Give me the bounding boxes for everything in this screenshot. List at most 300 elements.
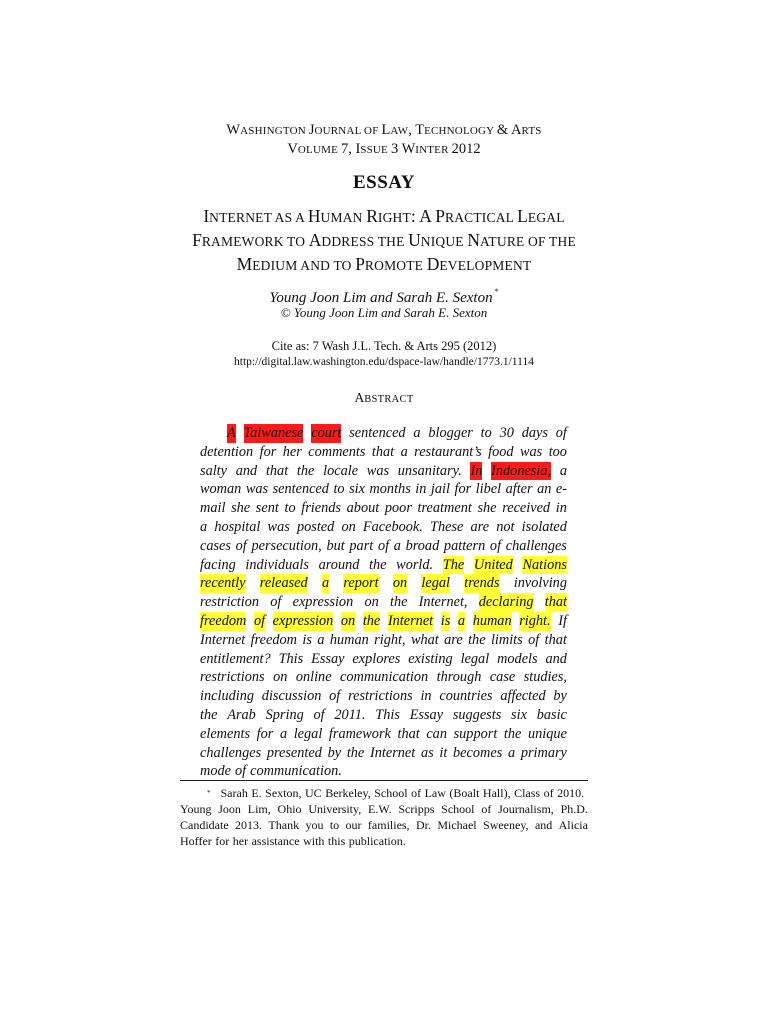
word: Joon: [218, 802, 241, 816]
word: of: [555, 425, 567, 441]
word: food: [488, 443, 514, 460]
word: E.: [251, 786, 262, 800]
word: as: [420, 744, 434, 761]
author-footnote-mark[interactable]: *: [494, 287, 499, 296]
word: These: [430, 518, 464, 535]
word: Candidate: [180, 818, 229, 832]
word: Internet: [200, 631, 246, 648]
footnote-line: [180, 801, 588, 817]
word: Young: [180, 802, 212, 816]
text-segment: M: [236, 254, 253, 274]
text-segment: A: [510, 122, 522, 138]
word: of: [313, 706, 325, 723]
word: This: [278, 650, 304, 667]
word: for: [454, 481, 472, 498]
word: a: [413, 425, 421, 441]
abstract-line: [200, 480, 567, 499]
title-line: [0, 205, 768, 229]
word: Law: [424, 786, 446, 800]
word: of: [481, 802, 492, 816]
word: but: [326, 537, 345, 554]
text-segment: AW: [390, 125, 409, 137]
word: affected: [500, 688, 546, 705]
highlighted-word: United: [473, 556, 513, 573]
word: are: [470, 518, 490, 535]
word: the: [468, 631, 486, 648]
abstract-line: [200, 650, 567, 669]
word: framework: [328, 725, 391, 742]
word: Class: [514, 786, 541, 800]
word: countries: [439, 688, 493, 705]
abstract-line: [200, 556, 567, 575]
word: after: [505, 481, 533, 498]
word: she: [231, 500, 251, 517]
word: mail: [200, 500, 226, 517]
text-segment: IGHT: [377, 210, 411, 225]
copyright-line: © Young Joon Lim and Sarah E. Sexton: [280, 305, 488, 320]
text-segment: 7,: [340, 141, 356, 157]
word: in: [415, 481, 427, 498]
highlighted-word: released: [259, 575, 308, 592]
word: it: [439, 744, 448, 761]
footnote-divider: [180, 780, 588, 781]
word: a: [279, 725, 288, 742]
text-segment: DDRESS THE: [321, 234, 409, 249]
word: detention: [200, 443, 254, 460]
word: of: [543, 786, 554, 800]
journal-name: [0, 121, 768, 140]
word: Arab: [227, 706, 256, 723]
word: a: [200, 518, 208, 535]
text-segment: L: [381, 122, 391, 138]
text-segment: R: [366, 206, 378, 226]
word: hospital: [214, 518, 261, 535]
text-segment: RTS: [521, 125, 542, 137]
word: involving: [513, 575, 567, 592]
word: libel: [475, 481, 502, 498]
word: elements: [200, 725, 251, 742]
word: the: [369, 556, 387, 573]
word: cases: [200, 537, 231, 554]
text-segment: W: [401, 141, 416, 157]
word: case: [489, 669, 516, 686]
text-segment: 3: [390, 141, 402, 157]
text-segment: : A: [410, 206, 436, 226]
word: was: [267, 518, 290, 535]
word: not: [496, 518, 515, 535]
word: E.W.: [368, 802, 392, 816]
word: Thank: [268, 818, 300, 832]
text-segment: A: [354, 390, 365, 405]
text-segment: L: [517, 206, 528, 226]
word: 2011.: [334, 706, 366, 723]
word: of: [234, 763, 247, 780]
word: of: [270, 594, 282, 611]
word: Hoffer: [180, 834, 212, 848]
word: are: [444, 631, 463, 648]
word: Sarah: [220, 786, 248, 800]
word: legal: [460, 650, 490, 667]
highlighted-word: Internet: [387, 612, 434, 629]
word: broad: [405, 537, 440, 554]
word: that: [265, 462, 289, 479]
word: sentenced: [349, 425, 406, 441]
word: Ph.D.: [560, 802, 588, 816]
abstract-line: [200, 424, 567, 443]
text-segment: U: [408, 230, 421, 250]
word: a: [400, 443, 408, 460]
abstract-line: [200, 499, 567, 518]
text-segment: RAMEWORK TO: [201, 234, 309, 249]
abstract-line: [200, 462, 567, 481]
word: families,: [367, 818, 410, 832]
text-segment: OURNAL OF: [314, 125, 382, 137]
word: to: [333, 481, 345, 498]
highlighted-word: is: [440, 612, 451, 629]
word: This: [375, 706, 400, 723]
text-segment: ROMOTE: [364, 258, 427, 273]
word: e-: [555, 481, 567, 498]
abstract-line: [200, 537, 567, 556]
article-title: [0, 205, 768, 277]
word: primary: [520, 744, 567, 761]
word: restrictions: [348, 688, 413, 705]
highlighted-word: freedom: [200, 612, 247, 629]
text-segment: &: [496, 122, 511, 138]
word: too: [548, 443, 567, 460]
word: Sexton,: [265, 786, 302, 800]
text-segment: ECHNOLOGY: [424, 125, 497, 137]
text-segment: T: [415, 122, 425, 138]
word: the: [346, 744, 365, 761]
word: human: [329, 631, 369, 648]
word: the: [296, 462, 315, 479]
footnote-line: [180, 817, 588, 833]
word: Spring: [265, 706, 304, 723]
word: for: [259, 443, 277, 460]
title-line: [0, 229, 768, 253]
highlighted-word: Taiwanese: [243, 425, 304, 441]
word: in: [555, 500, 567, 517]
word: 2013.: [235, 818, 263, 832]
word: sent: [255, 500, 279, 517]
word: and: [235, 462, 258, 479]
word: restrictions: [200, 669, 265, 686]
word: Berkeley,: [325, 786, 371, 800]
abstract-line: [200, 725, 567, 744]
highlighted-word: human: [472, 612, 512, 629]
word: woman: [200, 481, 242, 498]
text-segment: ,: [408, 122, 416, 138]
text-segment: NIQUE: [420, 234, 468, 249]
highlighted-word: The: [442, 556, 465, 573]
abstract-line: [200, 762, 567, 781]
word: about: [346, 500, 380, 517]
word: what: [410, 631, 439, 648]
journal-volume: [0, 140, 768, 159]
word: Internet,: [418, 594, 468, 611]
word: and: [545, 650, 567, 667]
word: friends: [301, 500, 341, 517]
word: Sweeney,: [483, 818, 529, 832]
highlighted-word: recently: [200, 575, 246, 592]
highlighted-word: legal: [421, 575, 451, 592]
word: to: [329, 818, 340, 832]
citation-url[interactable]: http://digital.law.washington.edu/dspace-law/handle/1773.1/1114: [234, 356, 534, 368]
word: on: [364, 594, 379, 611]
word: jail: [430, 481, 450, 498]
word: in: [420, 688, 432, 705]
journal-header: [0, 121, 768, 159]
word: mode: [200, 763, 231, 780]
word: was: [245, 481, 269, 498]
citation: Cite as: 7 Wash J.L. Tech. & Arts 295 (2012): [271, 339, 497, 353]
word: six: [511, 706, 527, 723]
word: legal: [293, 725, 323, 742]
highlighted-word: declaring: [478, 594, 534, 611]
highlighted-word: A: [227, 425, 236, 441]
highlighted-word: trends: [464, 575, 500, 592]
word: her: [232, 834, 249, 848]
word: around: [318, 556, 360, 573]
highlighted-word: on: [340, 612, 356, 629]
word: including: [200, 688, 255, 705]
abstract-line: [200, 443, 567, 462]
abstract-line: [200, 612, 567, 631]
word: becomes: [453, 744, 503, 761]
text-segment: F: [192, 230, 202, 250]
author-names: Young Joon Lim and Sarah E. Sexton: [269, 290, 493, 306]
highlighted-word: report: [343, 575, 379, 592]
word: that: [397, 725, 420, 742]
word: support: [453, 725, 498, 742]
word: of: [528, 631, 540, 648]
word: salty: [200, 462, 228, 479]
word: months: [369, 481, 411, 498]
word: individuals: [245, 556, 309, 573]
word: locale: [323, 462, 359, 479]
word: a: [317, 631, 325, 648]
highlighted-word: on: [392, 575, 408, 592]
word: right,: [374, 631, 406, 648]
word: (Boalt: [449, 786, 480, 800]
word: on: [273, 669, 288, 686]
word: days: [521, 425, 548, 441]
text-segment: 2012: [451, 141, 481, 157]
word: basic: [536, 706, 567, 723]
highlighted-word: right.: [519, 612, 551, 629]
word: 30: [499, 425, 514, 441]
word: communication: [340, 669, 429, 686]
word: pattern: [443, 537, 486, 554]
text-segment: EDIUM AND TO: [252, 258, 356, 273]
word: a: [507, 744, 516, 761]
word: Scripps: [398, 802, 435, 816]
authors: [0, 287, 768, 307]
word: on: [341, 518, 356, 535]
abstract-line: [200, 706, 567, 725]
highlighted-word: a: [321, 575, 330, 592]
text-segment: RACTICAL: [444, 210, 518, 225]
word: models: [497, 650, 538, 667]
abstract-line: [200, 518, 567, 537]
word: Journalism,: [498, 802, 554, 816]
text-segment: D: [426, 254, 440, 274]
word: the: [389, 594, 408, 611]
word: School: [441, 802, 475, 816]
word: the: [200, 706, 218, 723]
abstract-line: [200, 668, 567, 687]
word: is: [302, 631, 312, 648]
text-segment: I: [203, 206, 210, 226]
word: expression: [292, 594, 354, 611]
text-segment: EVELOPMENT: [439, 258, 532, 273]
word: for: [215, 834, 230, 848]
title-line: [0, 253, 768, 277]
text-segment: OLUME: [297, 144, 341, 156]
word: Dr.: [415, 818, 431, 832]
word: blogger: [428, 425, 473, 441]
word: limits: [490, 631, 523, 648]
word: Essay: [311, 650, 345, 667]
word: publication.: [348, 834, 406, 848]
word: poor: [384, 500, 412, 517]
word: that: [544, 631, 567, 648]
text-segment: UMAN: [320, 210, 367, 225]
abstract-heading: [0, 390, 768, 406]
word: our: [345, 818, 362, 832]
word: treatment: [417, 500, 472, 517]
word: for: [256, 725, 274, 742]
word: by: [327, 744, 342, 761]
text-segment: H: [307, 206, 321, 226]
abstract-line: [200, 574, 567, 593]
highlighted-word: the: [362, 612, 381, 629]
text-segment: BSTRACT: [364, 394, 414, 405]
word: this: [327, 834, 346, 848]
word: freedom: [250, 631, 297, 648]
word: persecution,: [251, 537, 322, 554]
word: of: [235, 537, 247, 554]
text-segment: W: [226, 122, 241, 138]
word: Lim,: [247, 802, 271, 816]
word: to: [284, 500, 296, 517]
footnote-line: [180, 785, 588, 801]
word: was: [366, 462, 390, 479]
highlighted-word: Indonesia,: [491, 462, 552, 479]
word: 2010.: [557, 786, 585, 800]
word: If: [558, 612, 567, 629]
word: world.: [396, 556, 434, 573]
word: of: [489, 537, 502, 554]
highlighted-word: that: [544, 594, 567, 611]
word: you: [305, 818, 324, 832]
abstract-line: [200, 593, 567, 612]
word: comments: [308, 443, 366, 460]
word: facing: [200, 556, 236, 573]
word: received: [502, 500, 551, 517]
essay-label: ESSAY: [352, 172, 415, 193]
word: and: [534, 818, 553, 832]
word: existing: [408, 650, 453, 667]
word: discussion: [261, 688, 322, 705]
word: Internet: [369, 744, 416, 761]
text-segment: I: [355, 141, 361, 157]
text-segment: P: [435, 206, 445, 226]
word: unsanitary.: [397, 462, 462, 479]
word: sentenced: [272, 481, 329, 498]
text-segment: A: [308, 230, 322, 250]
word: to: [480, 425, 492, 441]
word: Michael: [437, 818, 477, 832]
word: presented: [266, 744, 322, 761]
highlighted-word: court: [311, 425, 342, 441]
word: Hall),: [482, 786, 511, 800]
word: School: [374, 786, 408, 800]
word: Essay: [409, 706, 444, 723]
word: six: [349, 481, 365, 498]
word: can: [426, 725, 447, 742]
highlighted-word: expression: [272, 612, 334, 629]
text-segment: P: [355, 254, 365, 274]
abstract-line: [200, 687, 567, 706]
word: Alicia: [558, 818, 588, 832]
text-segment: V: [287, 141, 298, 157]
word: the: [503, 725, 522, 742]
word: of: [329, 688, 341, 705]
word: online: [295, 669, 332, 686]
text-segment: SSUE: [360, 144, 391, 156]
word: that: [371, 443, 395, 460]
word: challenges: [505, 537, 567, 554]
word: part: [349, 537, 374, 554]
word: restriction: [200, 594, 260, 611]
word: she: [477, 500, 497, 517]
word: was: [520, 443, 543, 460]
word: communication.: [250, 763, 342, 780]
abstract-line: [200, 631, 567, 650]
word: a: [393, 537, 401, 554]
word: assistance: [251, 834, 300, 848]
highlighted-word: of: [253, 612, 266, 629]
word: her: [282, 443, 302, 460]
footnote: [180, 785, 588, 849]
word: unique: [527, 725, 567, 742]
word: through: [436, 669, 482, 686]
footnote-mark: *: [207, 789, 211, 797]
word: by: [553, 688, 567, 705]
word: studies,: [523, 669, 567, 686]
word: posted: [296, 518, 335, 535]
abstract-line: [200, 744, 567, 763]
word: suggests: [452, 706, 502, 723]
word: of: [411, 786, 422, 800]
word: Facebook.: [362, 518, 423, 535]
word: an: [537, 481, 552, 498]
text-segment: ATURE OF THE: [479, 234, 576, 249]
word: isolated: [521, 518, 567, 535]
word: of: [377, 537, 390, 554]
abstract-body: [200, 424, 567, 781]
word: UC: [305, 786, 322, 800]
footnote-line: [180, 833, 588, 849]
highlighted-word: a: [457, 612, 466, 629]
highlighted-word: Nations: [522, 556, 567, 573]
text-segment: EGAL: [527, 210, 565, 225]
word: University,: [308, 802, 362, 816]
word: a: [559, 462, 567, 479]
word: restaurant’s: [414, 443, 482, 460]
